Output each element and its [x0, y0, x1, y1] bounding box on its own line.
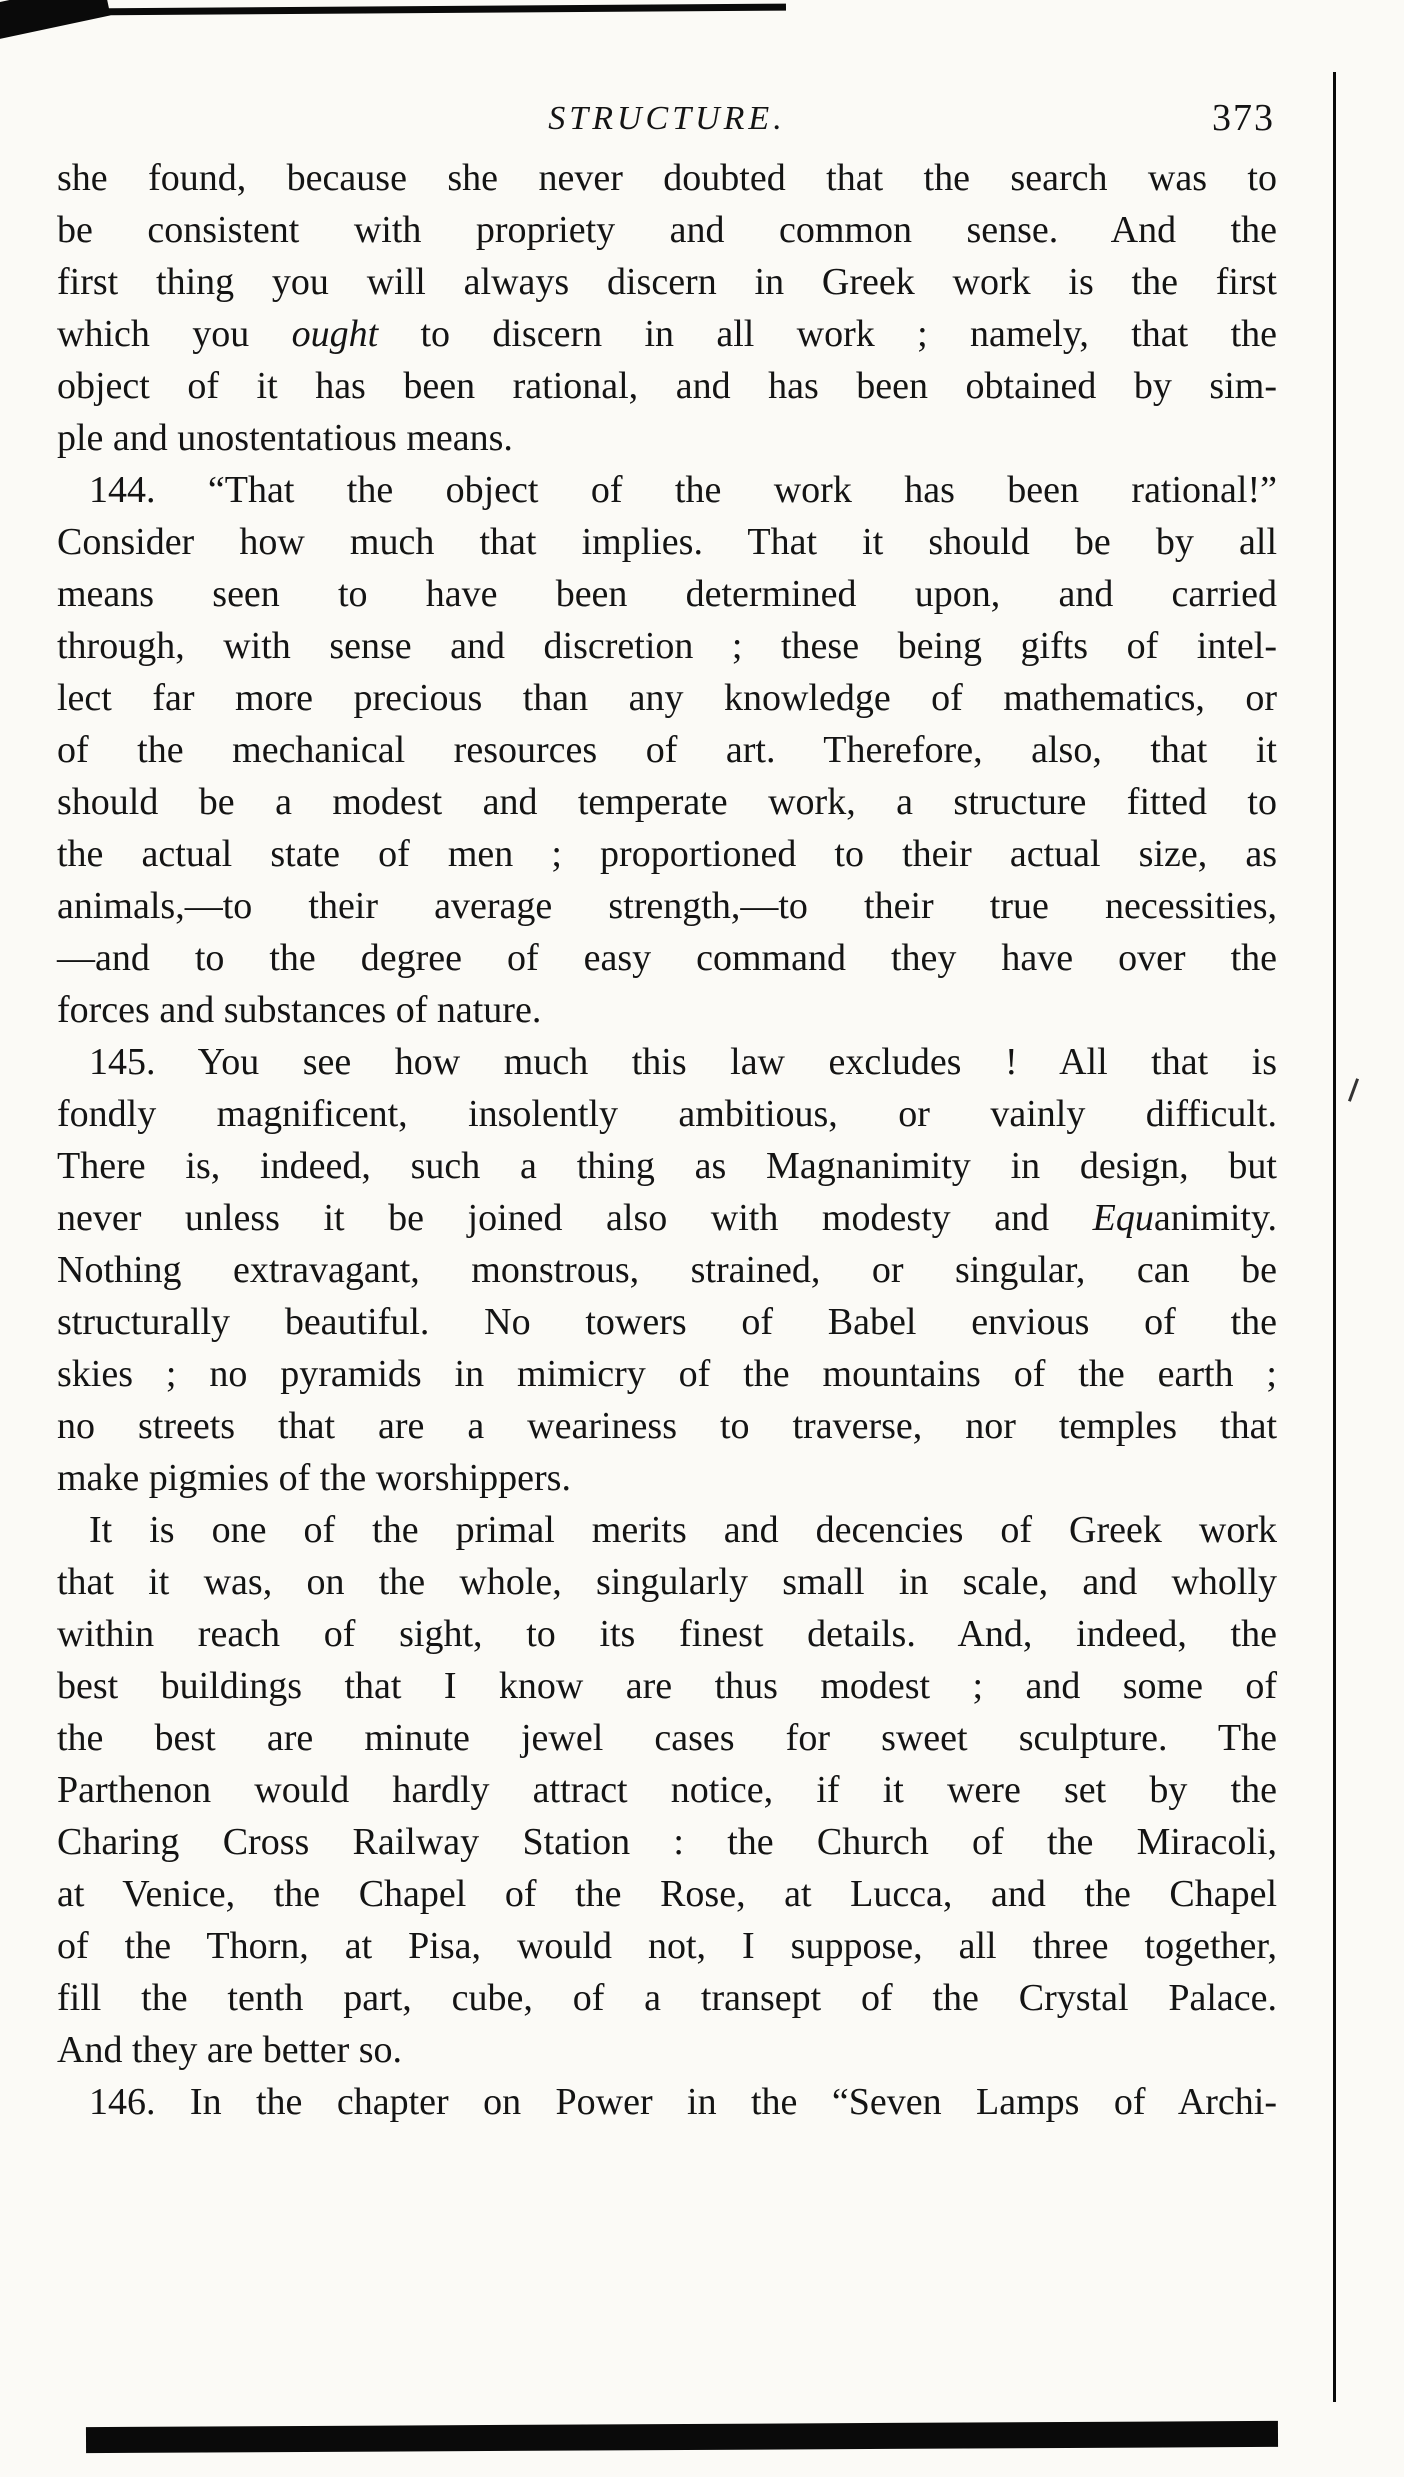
text-line: Parthenon would hardly attract notice, if it were set by the [57, 1769, 1277, 1811]
text-line: 145. You see how much this law excludes ! All that is [89, 1041, 1277, 1083]
page-number: 373 [1212, 97, 1275, 139]
text-line: structurally beautiful. No towers of Babel envious of the [57, 1301, 1277, 1343]
paragraph [57, 152, 1277, 464]
text-line: Consider how much that implies. That it should be by all [57, 521, 1277, 563]
text-line: Nothing extravagant, monstrous, strained, or singular, can be [57, 1249, 1277, 1291]
text-line: forces and substances of nature. [57, 989, 542, 1031]
paragraph [57, 1504, 1277, 2076]
text-line: fondly magnificent, insolently ambitious, or vainly difficult. [57, 1093, 1277, 1135]
text-line: of the mechanical resources of art. Therefore, also, that it [57, 729, 1277, 771]
text-line: she found, because she never doubted that the search was to [57, 157, 1277, 199]
text-line: fill the tenth part, cube, of a transept of the Crystal Palace. [57, 1977, 1277, 2019]
page-body [57, 152, 1277, 2128]
text-line: never unless it be joined also with modesty and Equanimity. [57, 1197, 1277, 1239]
text-line: that it was, on the whole, singularly small in scale, and wholly [57, 1561, 1277, 1603]
text-line: no streets that are a weariness to traverse, nor temples that [57, 1405, 1277, 1447]
text-line: 144. “That the object of the work has been rational!” [89, 469, 1277, 511]
text-line: It is one of the primal merits and decencies of Greek work [89, 1509, 1277, 1551]
scan-artifact-speck [1348, 1078, 1359, 1102]
text-line: which you ought to discern in all work ; namely, that the [57, 313, 1277, 355]
paragraph [57, 1036, 1277, 1504]
text-line: ple and unostentatious means. [57, 417, 513, 459]
text-line: should be a modest and temperate work, a structure fitted to [57, 781, 1277, 823]
text-line: 146. In the chapter on Power in the “Seven Lamps of Archi- [89, 2081, 1277, 2123]
text-line: —and to the degree of easy command they have over the [57, 937, 1277, 979]
text-line: skies ; no pyramids in mimicry of the mountains of the earth ; [57, 1353, 1277, 1395]
text-line: best buildings that I know are thus modest ; and some of [57, 1665, 1277, 1707]
text-line: through, with sense and discretion ; these being gifts of intel- [57, 625, 1277, 667]
scan-artifact-top-rule [92, 4, 786, 16]
page-title: STRUCTURE. [548, 100, 786, 137]
paragraph [57, 464, 1277, 1036]
text-line: make pigmies of the worshippers. [57, 1457, 571, 1499]
text-line: And they are better so. [57, 2029, 403, 2071]
text-line: within reach of sight, to its finest details. And, indeed, the [57, 1613, 1277, 1655]
running-header [57, 97, 1277, 150]
paragraph [57, 2076, 1277, 2128]
text-line: object of it has been rational, and has been obtained by sim- [57, 365, 1277, 407]
text-line: at Venice, the Chapel of the Rose, at Lucca, and the Chapel [57, 1873, 1277, 1915]
text-line: of the Thorn, at Pisa, would not, I suppose, all three together, [57, 1925, 1277, 1967]
text-line: animals,—to their average strength,—to their true necessities, [57, 885, 1277, 927]
text-line: lect far more precious than any knowledge of mathematics, or [57, 677, 1277, 719]
text-line: be consistent with propriety and common sense. And the [57, 209, 1277, 251]
scan-artifact-bottom-bar [86, 2421, 1278, 2453]
text-line: first thing you will always discern in Greek work is the first [57, 261, 1277, 303]
text-line: Charing Cross Railway Station : the Church of the Miracoli, [57, 1821, 1277, 1863]
text-line: the best are minute jewel cases for sweet sculpture. The [57, 1717, 1277, 1759]
text-line: There is, indeed, such a thing as Magnanimity in design, but [57, 1145, 1277, 1187]
text-line: the actual state of men ; proportioned to their actual size, as [57, 833, 1277, 875]
scan-artifact-right-edge-rule [1333, 72, 1336, 2402]
text-line: means seen to have been determined upon, and carried [57, 573, 1277, 615]
scan-artifact-corner-blot [0, 0, 110, 40]
